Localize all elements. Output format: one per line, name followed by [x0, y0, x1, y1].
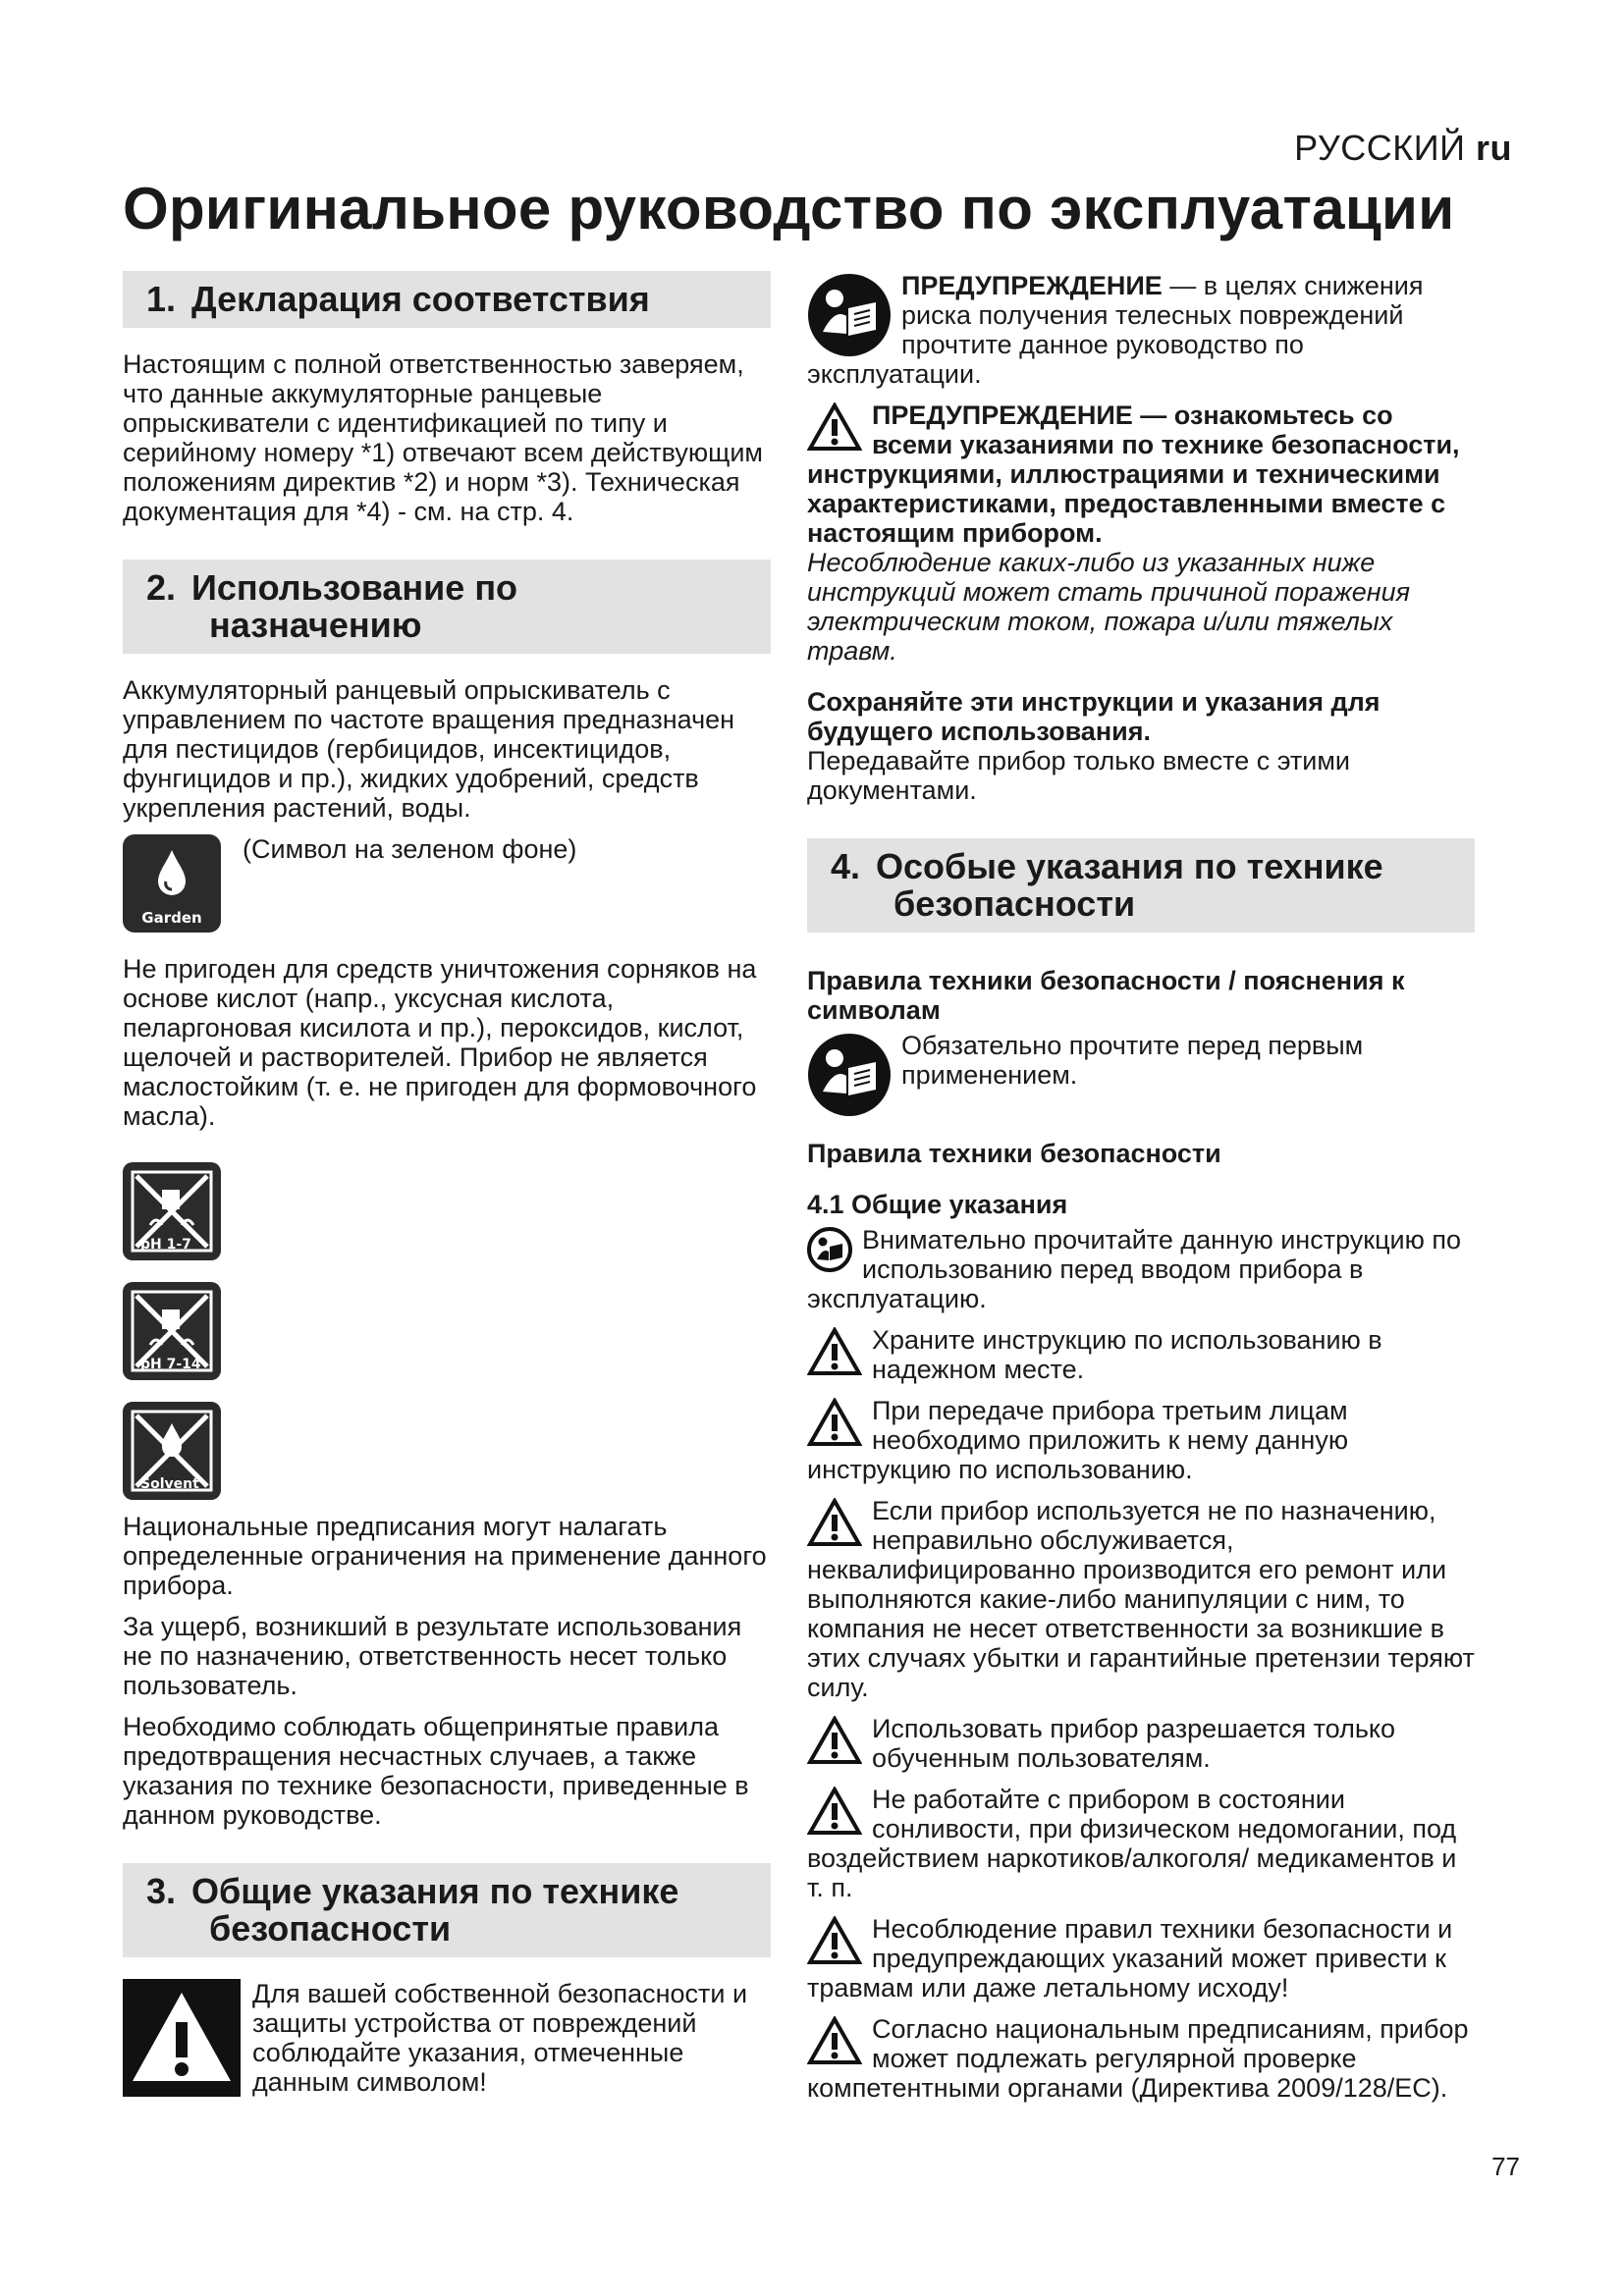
right-column: [807, 271, 1475, 2103]
subsection-4-1-heading: 4.1 Общие указания: [807, 1190, 1068, 1219]
national-rules-text: Национальные предписания могут налагать определенные ограничения на применение данного прибора.: [123, 1512, 767, 1600]
garden-drop-icon: [123, 834, 221, 933]
warning-triangle-icon: [807, 1398, 862, 1447]
section-1-heading: 1. Декларация соответствия: [123, 271, 771, 328]
symbols-header: Правила техники безопасности / пояснения к символам: [807, 966, 1405, 1025]
garden-caption: (Символ на зеленом фоне): [243, 834, 577, 864]
section-2-heading: 2. Использование по назначению: [123, 560, 771, 654]
list-item: Согласно национальным предписаниям, прибор может подлежать регулярной проверке компетентными органами (Директива 2009/128/EC).: [807, 2014, 1469, 2103]
section-1-body: Настоящим с полной ответственностью заверяем, что данные аккумуляторные ранцевые опрыскиватели с идентификацией по типу и серийному номеру *1) отвечают всем действующим положениям директив *2) и норм *3). Техническая документация для *4) - см. на стр. 4.: [123, 349, 763, 526]
left-column: [123, 271, 771, 2097]
warning-triangle-icon: [807, 1916, 862, 1965]
list-item: Использовать прибор разрешается только обученным пользователям.: [807, 1714, 1475, 1773]
warning-triangle-large-icon: [123, 1979, 241, 2097]
section-4-heading: 4. Особые указания по технике безопасности: [807, 838, 1475, 933]
save-instructions-text: Передавайте прибор только вместе с этими документами.: [807, 746, 1350, 805]
garden-label: Garden: [141, 909, 202, 927]
warning-triangle-icon: [807, 1787, 862, 1836]
warning-read-manual: ПРЕДУПРЕЖДЕНИЕ — в целях снижения риска получения телесных повреждений прочтите данное руководство по эксплуатации.: [807, 271, 1424, 389]
warning-triangle-icon: [807, 1327, 862, 1376]
warning-triangle-icon: [807, 402, 862, 452]
warning-triangle-icon: [807, 1716, 862, 1765]
save-instructions-bold: Сохраняйте эти инструкции и указания для будущего использования.: [807, 687, 1380, 746]
read-first-row: Обязательно прочтите перед первым применением.: [807, 1031, 1475, 1117]
page-number: 77: [1491, 2152, 1520, 2181]
list-item: Не работайте с прибором в состоянии сонливости, при физическом недомогании, под воздействием наркотиков/алкоголя/ медикаментов и т. п.: [807, 1785, 1457, 1902]
section-2-intro: Аккумуляторный ранцевый опрыскиватель с управлением по частоте вращения предназначен для пестицидов (гербицидов, инсектицидов, фунгицидов и пр.), жидких удобрений, средств укрепления растений, воды.: [123, 675, 735, 823]
read-manual-small-icon: [807, 1227, 852, 1272]
not-suitable-text: Не пригоден для средств уничтожения сорняков на основе кислот (напр., уксусная кислота, пеларгоновая кисилота и пр.), пероксидов, кислот, щелочей и растворителей. Прибор не является маслостойким (т. е. не пригоден для формовочного масла).: [123, 954, 757, 1131]
damage-text: За ущерб, возникший в результате использования не по назначению, ответственность несет только пользователь.: [123, 1612, 742, 1700]
section-3-warning-row: [123, 1979, 771, 2097]
language-label: РУССКИЙ ru: [1294, 128, 1512, 168]
read-manual-icon: [807, 1033, 892, 1117]
garden-symbol-row: [123, 834, 771, 933]
list-item: Храните инструкцию по использованию в надежном месте.: [807, 1325, 1475, 1384]
warning-triangle-icon: [807, 1498, 862, 1547]
read-manual-icon: [807, 273, 892, 357]
no-alkali-icon: pH 7-14: [123, 1282, 221, 1380]
page-title: Оригинальное руководство по эксплуатации: [123, 176, 1455, 241]
section-3-warning-text: Для вашей собственной безопасности и защиты устройства от повреждений соблюдайте указания, отмеченные данным символом!: [252, 1979, 748, 2097]
no-solvent-icon: Solvent: [123, 1402, 221, 1500]
warning-read-all: ПРЕДУПРЕЖДЕНИЕ — ознакомьтесь со всеми указаниями по технике безопасности, инструкциями, иллюстрациями и техническими характеристиками, предоставленными вместе с настоящим прибором. Несоблюдение каких-либо из указанных ниже инструкций может стать причиной поражения электрическим током, пожара и/или тяжелых травм.: [807, 400, 1460, 666]
warning-triangle-icon: [807, 2016, 862, 2065]
list-item: Внимательно прочитайте данную инструкцию по использованию перед вводом прибора в эксплуатацию.: [807, 1225, 1462, 1313]
safety-rules-heading: Правила техники безопасности: [807, 1139, 1221, 1168]
list-item: При передаче прибора третьим лицам необходимо приложить к нему данную инструкцию по использованию.: [807, 1396, 1349, 1484]
section-3-heading: 3. Общие указания по технике безопасности: [123, 1863, 771, 1957]
rules-text: Необходимо соблюдать общепринятые правила предотвращения несчастных случаев, а также указания по технике безопасности, приведенные в данном руководстве.: [123, 1712, 749, 1830]
list-item: Если прибор используется не по назначению, неправильно обслуживается, неквалифицированно производится его ремонт или выполняются какие-либо манипуляции с ним, то компания не несет ответственности за возникшие в этих случаях убытки и гарантийные претензии теряют силу.: [807, 1496, 1475, 1702]
list-item: Несоблюдение правил техники безопасности и предупреждающих указаний может привести к травмам или даже летальному исходу!: [807, 1914, 1453, 2002]
no-acid-icon: pH 1-7: [123, 1162, 221, 1260]
